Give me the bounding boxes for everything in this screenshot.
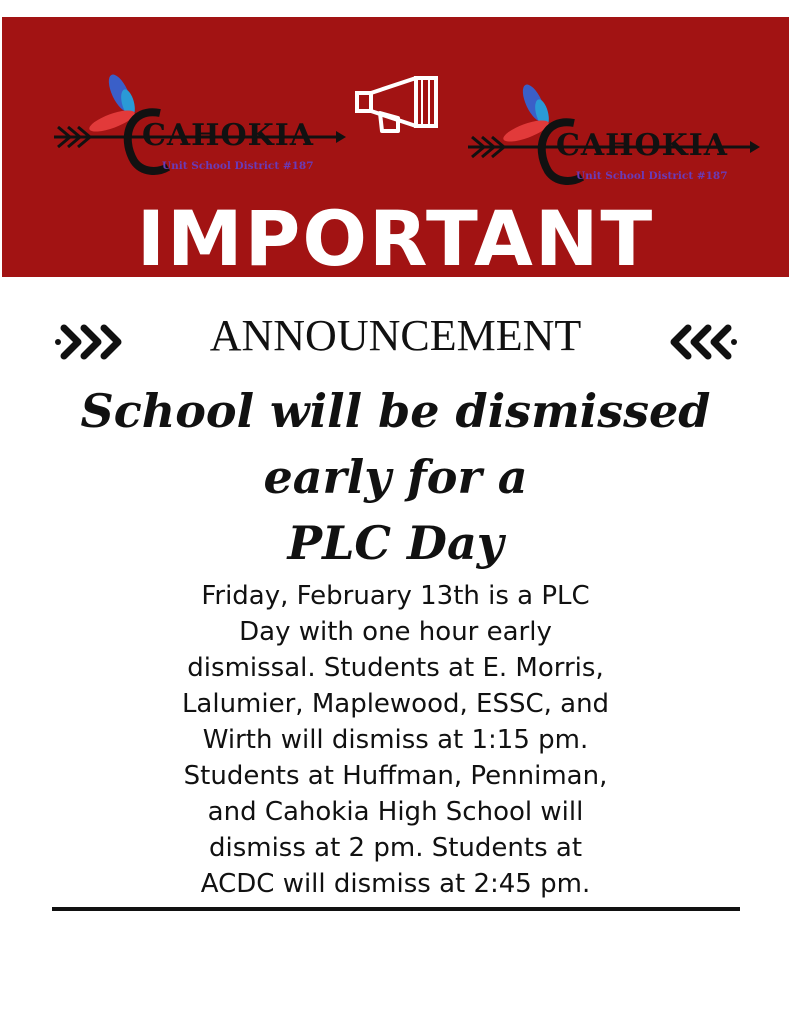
headline-line: School will be dismissed xyxy=(80,384,711,438)
body-line: Day with one hour early xyxy=(239,617,552,647)
chevrons-left-icon xyxy=(664,322,738,362)
logo-subtitle: Unit School District #187 xyxy=(576,170,728,182)
body-line: Friday, February 13th is a PLC xyxy=(201,581,590,611)
announcement-row xyxy=(0,306,791,366)
header-banner xyxy=(2,17,789,283)
body-line: and Cahokia High School will xyxy=(207,797,584,827)
headline-line: PLC Day xyxy=(287,516,504,570)
bottom-divider xyxy=(52,907,740,911)
body-line: Lalumier, Maplewood, ESSC, and xyxy=(181,689,610,719)
logo-subtitle: Unit School District #187 xyxy=(162,160,314,172)
important-heading: IMPORTANT xyxy=(136,194,655,283)
district-logo-right xyxy=(464,67,756,207)
announcement-body xyxy=(150,578,641,902)
district-logo-left xyxy=(50,57,340,197)
announcement-label: ANNOUNCEMENT xyxy=(209,311,582,360)
body-line: Students at Huffman, Penniman, xyxy=(183,761,608,791)
logo-wordmark: CAHOKIA xyxy=(556,128,729,163)
body-line: dismiss at 2 pm. Students at xyxy=(208,833,583,863)
body-line: ACDC will dismiss at 2:45 pm. xyxy=(200,869,591,899)
body-line: Wirth will dismiss at 1:15 pm. xyxy=(202,725,589,755)
megaphone-icon xyxy=(354,75,444,137)
headline-line: early for a xyxy=(263,450,528,504)
body-line: dismissal. Students at E. Morris, xyxy=(187,653,604,683)
dismissal-headline xyxy=(40,378,751,576)
logo-wordmark: CAHOKIA xyxy=(142,118,315,153)
